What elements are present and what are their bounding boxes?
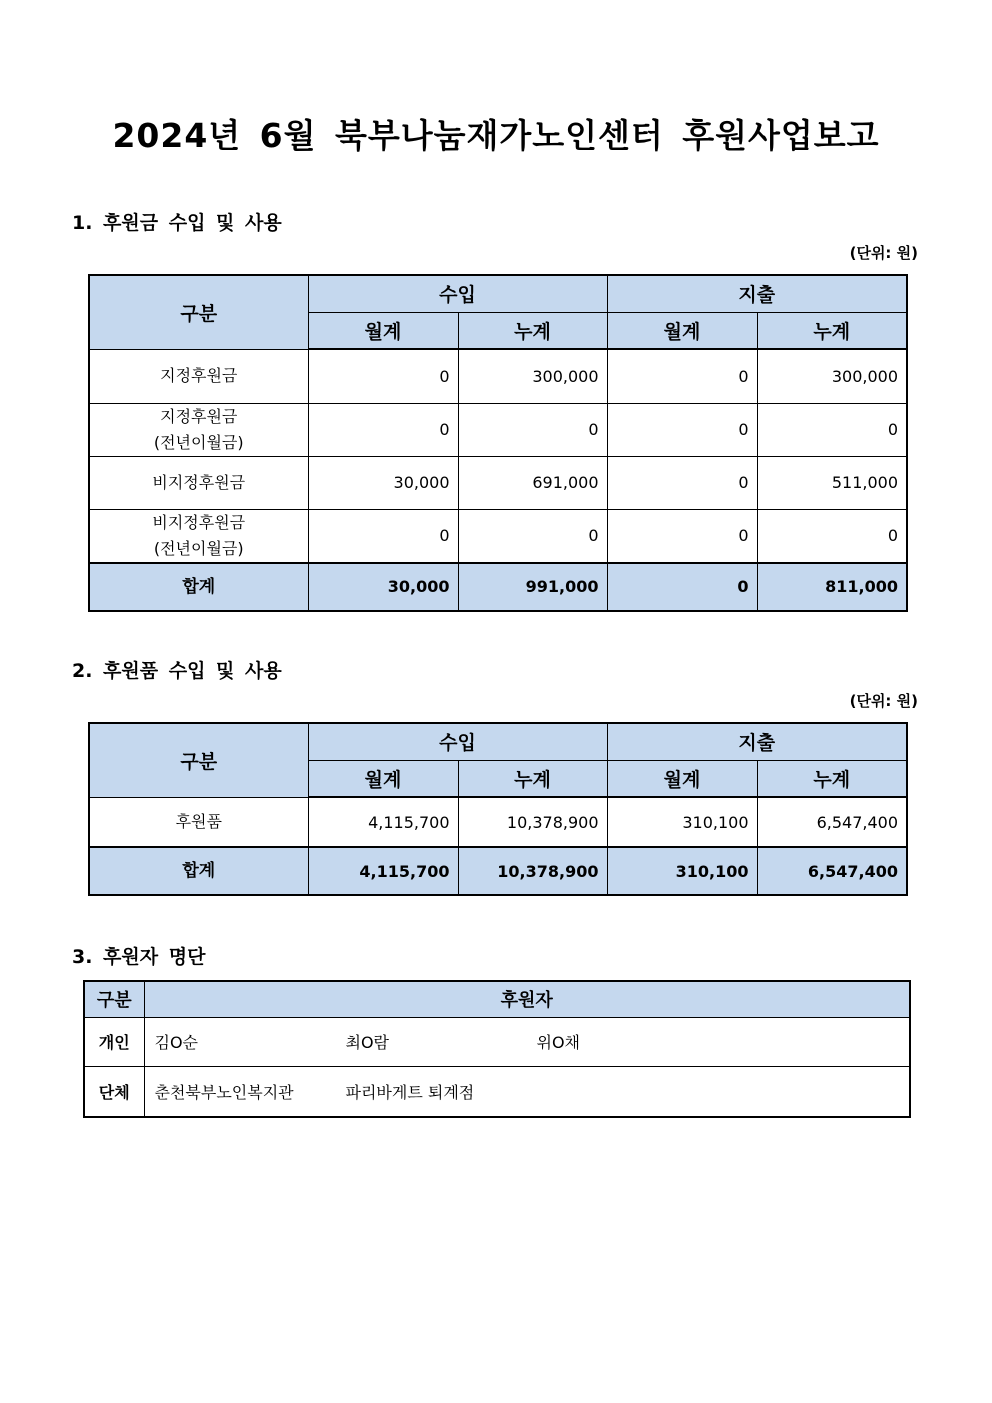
total-expense-cumulative: 6,547,400 <box>757 847 907 895</box>
income-cumulative-cell: 300,000 <box>458 349 607 403</box>
row-label <box>89 509 308 563</box>
donor-name: 김O순 <box>154 1033 199 1052</box>
header-income-monthly: 월계 <box>308 312 458 349</box>
donor-name: 위O채 <box>536 1033 581 1052</box>
income-cumulative-cell: 10,378,900 <box>458 797 607 847</box>
donor-name: 파리바게트 퇴계점 <box>345 1082 475 1102</box>
row-label <box>89 403 308 456</box>
row-label-line: 비지정후원금 <box>152 512 246 532</box>
table-row <box>89 403 907 456</box>
income-monthly-cell: 4,115,700 <box>308 797 458 847</box>
donor-name: 춘천북부노인복지관 <box>154 1082 294 1102</box>
donor-header-donors: 후원자 <box>144 981 910 1017</box>
income-cumulative-cell: 0 <box>458 403 607 456</box>
income-cumulative-cell: 691,000 <box>458 456 607 509</box>
header-category: 구분 <box>89 275 308 349</box>
expense-monthly-cell: 0 <box>607 456 757 509</box>
total-income-cumulative: 10,378,900 <box>458 847 607 895</box>
total-label: 합계 <box>89 563 308 611</box>
donor-name: 최O람 <box>345 1033 390 1052</box>
row-label-line: 후원품 <box>175 811 222 831</box>
table-row <box>89 456 907 509</box>
donor-row-organization <box>84 1066 910 1117</box>
expense-cumulative-cell: 0 <box>757 509 907 563</box>
expense-cumulative-cell: 511,000 <box>757 456 907 509</box>
header-expense-cumulative: 누계 <box>757 312 907 349</box>
income-monthly-cell: 0 <box>308 509 458 563</box>
row-label-line: (전년이월금) <box>153 432 244 452</box>
row-label-line: 지정후원금 <box>160 366 238 385</box>
page-title: 2024년 6월 북부나눔재가노인센터 후원사업보고 <box>112 116 880 155</box>
expense-cumulative-cell: 300,000 <box>757 349 907 403</box>
total-income-monthly: 30,000 <box>308 563 458 611</box>
section2-unit: (단위: 원) <box>849 692 918 710</box>
header-expense-cumulative: 누계 <box>757 760 907 797</box>
total-row <box>89 847 907 895</box>
total-row <box>89 563 907 611</box>
income-monthly-cell: 30,000 <box>308 456 458 509</box>
table-row <box>89 349 907 403</box>
row-label <box>89 797 308 847</box>
table-row <box>89 797 907 847</box>
donor-header-category: 구분 <box>84 981 144 1017</box>
expense-monthly-cell: 0 <box>607 509 757 563</box>
donor-category: 단체 <box>84 1066 144 1117</box>
income-monthly-cell: 0 <box>308 349 458 403</box>
header-expense-monthly: 월계 <box>607 312 757 349</box>
income-cumulative-cell: 0 <box>458 509 607 563</box>
header-expense: 지출 <box>607 723 907 760</box>
total-expense-monthly: 310,100 <box>607 847 757 895</box>
donation-money-table <box>88 274 908 612</box>
row-label-line: 비지정후원금 <box>152 472 246 492</box>
table-row <box>89 509 907 563</box>
total-income-monthly: 4,115,700 <box>308 847 458 895</box>
donor-row-individual <box>84 1017 910 1066</box>
total-expense-monthly: 0 <box>607 563 757 611</box>
header-income: 수입 <box>308 275 607 312</box>
expense-cumulative-cell: 0 <box>757 403 907 456</box>
header-income-monthly: 월계 <box>308 760 458 797</box>
row-label-line: (전년이월금) <box>153 538 244 558</box>
header-income: 수입 <box>308 723 607 760</box>
section1-unit: (단위: 원) <box>849 244 918 262</box>
section2-heading: 2. 후원품 수입 및 사용 <box>72 660 282 682</box>
header-income-cumulative: 누계 <box>458 312 607 349</box>
header-expense-monthly: 월계 <box>607 760 757 797</box>
donor-names <box>144 1066 910 1117</box>
header-expense: 지출 <box>607 275 907 312</box>
donor-list-table <box>83 980 911 1118</box>
income-monthly-cell: 0 <box>308 403 458 456</box>
donor-names <box>144 1017 910 1066</box>
total-income-cumulative: 991,000 <box>458 563 607 611</box>
row-label <box>89 456 308 509</box>
expense-monthly-cell: 0 <box>607 349 757 403</box>
total-expense-cumulative: 811,000 <box>757 563 907 611</box>
total-label: 합계 <box>89 847 308 895</box>
expense-cumulative-cell: 6,547,400 <box>757 797 907 847</box>
section3-heading: 3. 후원자 명단 <box>72 946 206 968</box>
donor-category: 개인 <box>84 1017 144 1066</box>
donation-goods-table <box>88 722 908 896</box>
row-label-line: 지정후원금 <box>160 406 238 426</box>
row-label <box>89 349 308 403</box>
expense-monthly-cell: 0 <box>607 403 757 456</box>
header-income-cumulative: 누계 <box>458 760 607 797</box>
expense-monthly-cell: 310,100 <box>607 797 757 847</box>
header-category: 구분 <box>89 723 308 797</box>
section1-heading: 1. 후원금 수입 및 사용 <box>72 212 282 234</box>
